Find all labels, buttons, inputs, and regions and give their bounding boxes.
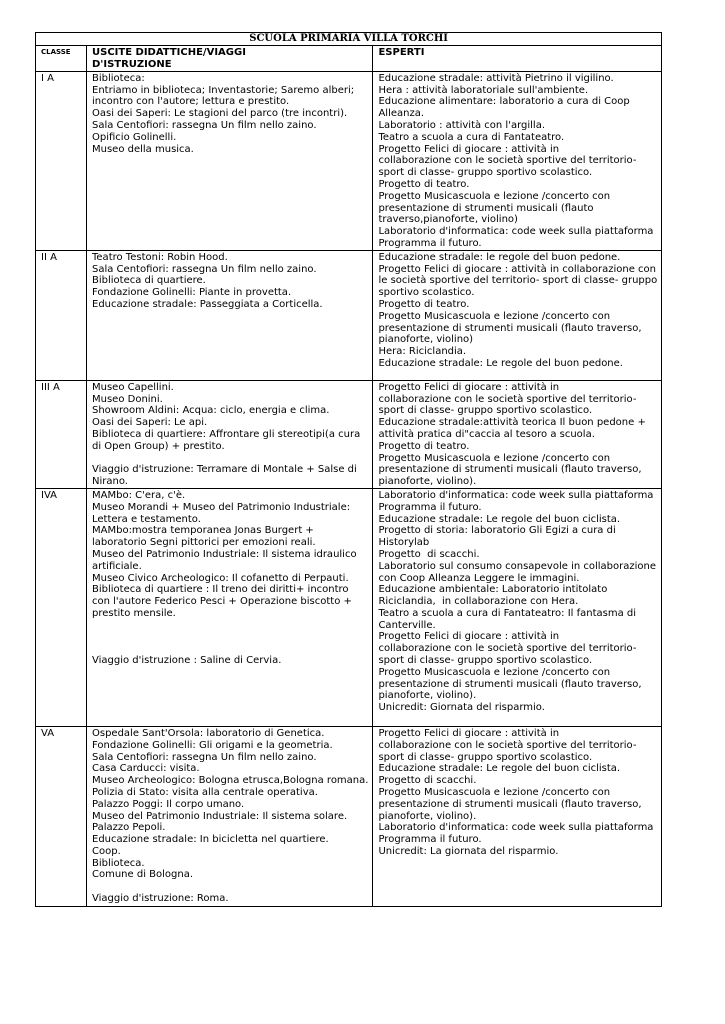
cell-line: collaborazione con le società sportive del territorio- [378, 155, 637, 167]
cell-line: Viaggio d'istruzione: Roma. [92, 893, 229, 905]
cell-line: Polizia di Stato: visita alla centrale operativa. [92, 786, 318, 798]
cell-line: Progetto Felici di giocare : attività in [378, 631, 560, 643]
table-row [36, 726, 662, 906]
header-esperti: ESPERTI [373, 45, 662, 71]
header-row [36, 45, 662, 71]
cell-line: incontro con l'autore; lettura e prestito. [92, 96, 290, 108]
uscite-cell [87, 488, 373, 726]
cell-line: MAMbo:mostra temporanea Jonas Burgert + [92, 525, 314, 537]
cell-line: MAMbo: C'era, c'è. [92, 489, 186, 501]
cell-line: con Coop Alleanza Leggere le immagini. [378, 572, 580, 584]
cell-line: Opificio Golinelli. [92, 131, 177, 143]
esperti-cell [373, 488, 662, 726]
cell-line: Programma il futuro. [378, 501, 482, 513]
cell-line: sport di classe- gruppo sportivo scolastico. [378, 751, 593, 763]
cell-line: Progetto Musicascuola e lezione /concerto con [378, 786, 611, 798]
cell-line: Entriamo in biblioteca; Inventastorie; Saremo alberi; [92, 84, 355, 96]
cell-line: presentazione di strumenti musicali (flauto traverso, [378, 322, 642, 334]
cell-line: Coop. [92, 845, 121, 857]
cell-line: Laboratorio d'informatica: code week sulla piattaforma [378, 489, 654, 501]
cell-line: Museo Archeologico: Bologna etrusca,Bologna romana. [92, 775, 369, 787]
cell-line: Laboratorio d'informatica: code week sulla piattaforma [378, 226, 654, 238]
cell-line: presentazione di strumenti musicali (flauto traverso, [378, 798, 642, 810]
cell-line: Palazzo Poggi: Il corpo umano. [92, 798, 245, 810]
cell-line: Progetto Felici di giocare : attività in [378, 381, 560, 393]
table-title: SCUOLA PRIMARIA VILLA TORCHI [36, 33, 662, 46]
cell-line: prestito mensile. [92, 607, 176, 619]
table-row [36, 250, 662, 380]
cell-line: Progetto di storia: laboratorio Gli Egizi a cura di [378, 525, 616, 537]
cell-line [92, 453, 368, 465]
cell-line: Museo Donini. [92, 393, 163, 405]
cell-line: Museo Civico Archeologico: Il cofanetto di Perpauti. [92, 572, 349, 584]
cell-line: Museo della musica. [92, 143, 194, 155]
classe-cell: III A [36, 380, 87, 488]
cell-line: collaborazione con le società sportive del territorio- [378, 393, 637, 405]
cell-line: sport di classe- gruppo sportivo scolastico. [378, 167, 593, 179]
cell-line: Progetto Felici di giocare : attività in [378, 143, 560, 155]
cell-line: Sala Centofiori: rassegna Un film nello zaino. [92, 119, 317, 131]
cell-line: laboratorio Segni pittorici per emozioni reali. [92, 537, 316, 549]
cell-line: Educazione stradale: le regole del buon pedone. [378, 251, 621, 263]
classe-cell: I A [36, 71, 87, 250]
cell-line: Biblioteca: [92, 72, 145, 84]
cell-line: Laboratorio d'informatica: code week sulla piattaforma [378, 822, 654, 834]
cell-line: Oasi dei Saperi: Le api. [92, 417, 208, 429]
cell-line: le società sportive del territorio- sport di classe- gruppo [378, 275, 658, 287]
cell-line: Educazione stradale: Le regole del buon ciclista. [378, 763, 621, 775]
cell-line: Unicredit: Giornata del risparmio. [378, 702, 545, 714]
cell-line: pianoforte, violino). [378, 810, 477, 822]
cell-line: Sala Centofiori: rassegna Un film nello zaino. [92, 751, 317, 763]
cell-line: Viaggio d'istruzione : Saline di Cervia. [92, 655, 282, 667]
cell-line: Museo Morandi + Museo del Patrimonio Industriale: [92, 501, 351, 513]
cell-line: presentazione di strumenti musicali (flauto traverso, [378, 464, 642, 476]
cell-line: Museo Capellini. [92, 381, 174, 393]
cell-line: Progetto di teatro. [378, 298, 470, 310]
cell-line: di Open Group) + prestito. [92, 440, 225, 452]
cell-line: Progetto Felici di giocare : attività in collaborazione con [378, 263, 657, 275]
uscite-cell [87, 71, 373, 250]
classe-cell: II A [36, 250, 87, 380]
table-row [36, 380, 662, 488]
cell-line: Biblioteca. [92, 857, 145, 869]
cell-line: Progetto di scacchi. [378, 548, 480, 560]
cell-line: Unicredit: La giornata del risparmio. [378, 845, 559, 857]
esperti-cell [373, 726, 662, 906]
cell-line: Biblioteca di quartiere. [92, 275, 206, 287]
schedule-table [35, 32, 662, 907]
cell-line: Hera: Riciclandia. [378, 346, 467, 358]
cell-line: con l'autore Federico Pesci + Operazione biscotto + [92, 596, 352, 608]
cell-line: Ospedale Sant'Orsola: laboratorio di Genetica. [92, 727, 325, 739]
cell-line: Museo del Patrimonio Industriale: Il sistema idraulico [92, 548, 357, 560]
table-row [36, 488, 662, 726]
cell-line: pianoforte, violino). [378, 476, 477, 488]
cell-line: Nirano. [92, 476, 128, 488]
uscite-cell [87, 250, 373, 380]
cell-line: Laboratorio : attività con l'argilla. [378, 119, 546, 131]
cell-line: Casa Carducci: visita. [92, 763, 200, 775]
cell-line: Historylab [378, 537, 430, 549]
cell-line: Educazione stradale: attività Pietrino il vigilino. [378, 72, 614, 84]
cell-line: Riciclandia, in collaborazione con Hera. [378, 596, 579, 608]
cell-line: Viaggio d'istruzione: Terramare di Montale + Salse di [92, 464, 357, 476]
classe-cell: VA [36, 726, 87, 906]
cell-line: artificiale. [92, 560, 142, 572]
cell-line: Progetto Musicascuola e lezione /concerto con [378, 666, 611, 678]
cell-line: Biblioteca di quartiere : Il treno dei diritti+ incontro [92, 584, 349, 596]
cell-line: presentazione di strumenti musicali (flauto traverso, [378, 678, 642, 690]
cell-line: Educazione ambientale: Laboratorio intitolato [378, 584, 608, 596]
cell-line: pianoforte, violino). [378, 690, 477, 702]
header-uscite-line1: USCITE DIDATTICHE/VIAGGI [92, 46, 246, 58]
cell-line: Educazione stradale:attività teorica Il buon pedone + [378, 417, 646, 429]
esperti-cell [373, 380, 662, 488]
cell-line: attività pratica di"caccia al tesoro a scuola. [378, 428, 595, 440]
cell-line: Teatro a scuola a cura di Fantateatro: Il fantasma di [378, 607, 637, 619]
cell-line [92, 643, 368, 655]
cell-line: sportivo scolastico. [378, 287, 475, 299]
cell-line: pianoforte, violino) [378, 334, 474, 346]
uscite-cell [87, 380, 373, 488]
cell-line: Museo del Patrimonio Industriale: Il sistema solare. [92, 810, 348, 822]
cell-line: Hera : attività laboratoriale sull'ambiente. [378, 84, 589, 96]
cell-line: Oasi dei Saperi: Le stagioni del parco (tre incontri). [92, 108, 348, 120]
cell-line: Educazione stradale: Le regole del buon pedone. [378, 357, 623, 369]
cell-line: Educazione stradale: In bicicletta nel quartiere. [92, 834, 329, 846]
header-uscite [87, 45, 373, 71]
cell-line: Showroom Aldini: Acqua: ciclo, energia e clima. [92, 405, 330, 417]
esperti-cell [373, 71, 662, 250]
esperti-cell [373, 250, 662, 380]
cell-line: collaborazione con le società sportive del territorio- [378, 643, 637, 655]
cell-line: Progetto Musicascuola e lezione /concerto con [378, 310, 611, 322]
cell-line: Programma il futuro. [378, 834, 482, 846]
cell-line: Comune di Bologna. [92, 869, 194, 881]
cell-line: Fondazione Golinelli: Gli origami e la geometria. [92, 739, 333, 751]
cell-line: Teatro Testoni: Robin Hood. [92, 251, 228, 263]
cell-line: Palazzo Pepoli. [92, 822, 166, 834]
cell-line: sport di classe- gruppo sportivo scolastico. [378, 655, 593, 667]
cell-line: traverso,pianoforte, violino) [378, 214, 518, 226]
cell-line: Laboratorio sul consumo consapevole in collaborazione [378, 560, 657, 572]
cell-line: Sala Centofiori: rassegna Un film nello zaino. [92, 263, 317, 275]
cell-line: Progetto Felici di giocare : attività in [378, 727, 560, 739]
cell-line: Programma il futuro. [378, 237, 482, 249]
cell-line: Progetto di scacchi. [378, 775, 477, 787]
cell-line: Alleanza. [378, 108, 425, 120]
cell-line [92, 620, 368, 632]
cell-line: Lettera e testamento. [92, 513, 201, 525]
cell-line: Progetto Musicascuola e lezione /concerto con [378, 452, 611, 464]
cell-line: Teatro a scuola a cura di Fantateatro. [378, 131, 565, 143]
table-row [36, 71, 662, 250]
cell-line [92, 881, 368, 893]
cell-line: Progetto di teatro. [378, 178, 470, 190]
cell-line: Educazione stradale: Passeggiata a Corticella. [92, 298, 323, 310]
cell-line: Fondazione Golinelli: Piante in provetta. [92, 287, 292, 299]
cell-line: presentazione di strumenti musicali (flauto [378, 202, 594, 214]
cell-line: Biblioteca di quartiere: Affrontare gli stereotipi(a cura [92, 428, 361, 440]
cell-line: Progetto Musicascuola e lezione /concerto con [378, 190, 611, 202]
uscite-cell [87, 726, 373, 906]
cell-line: Progetto di teatro. [378, 440, 470, 452]
cell-line: Educazione alimentare: laboratorio a cura di Coop [378, 96, 630, 108]
header-uscite-line2: D'ISTRUZIONE [92, 58, 172, 70]
cell-line: collaborazione con le società sportive del territorio- [378, 739, 637, 751]
cell-line: Canterville. [378, 619, 436, 631]
title-row [36, 33, 662, 46]
cell-line [92, 631, 368, 643]
cell-line: Educazione stradale: Le regole del buon ciclista. [378, 513, 621, 525]
classe-cell: IVA [36, 488, 87, 726]
header-classe: CLASSE [36, 45, 87, 71]
cell-line: sport di classe- gruppo sportivo scolastico. [378, 405, 593, 417]
